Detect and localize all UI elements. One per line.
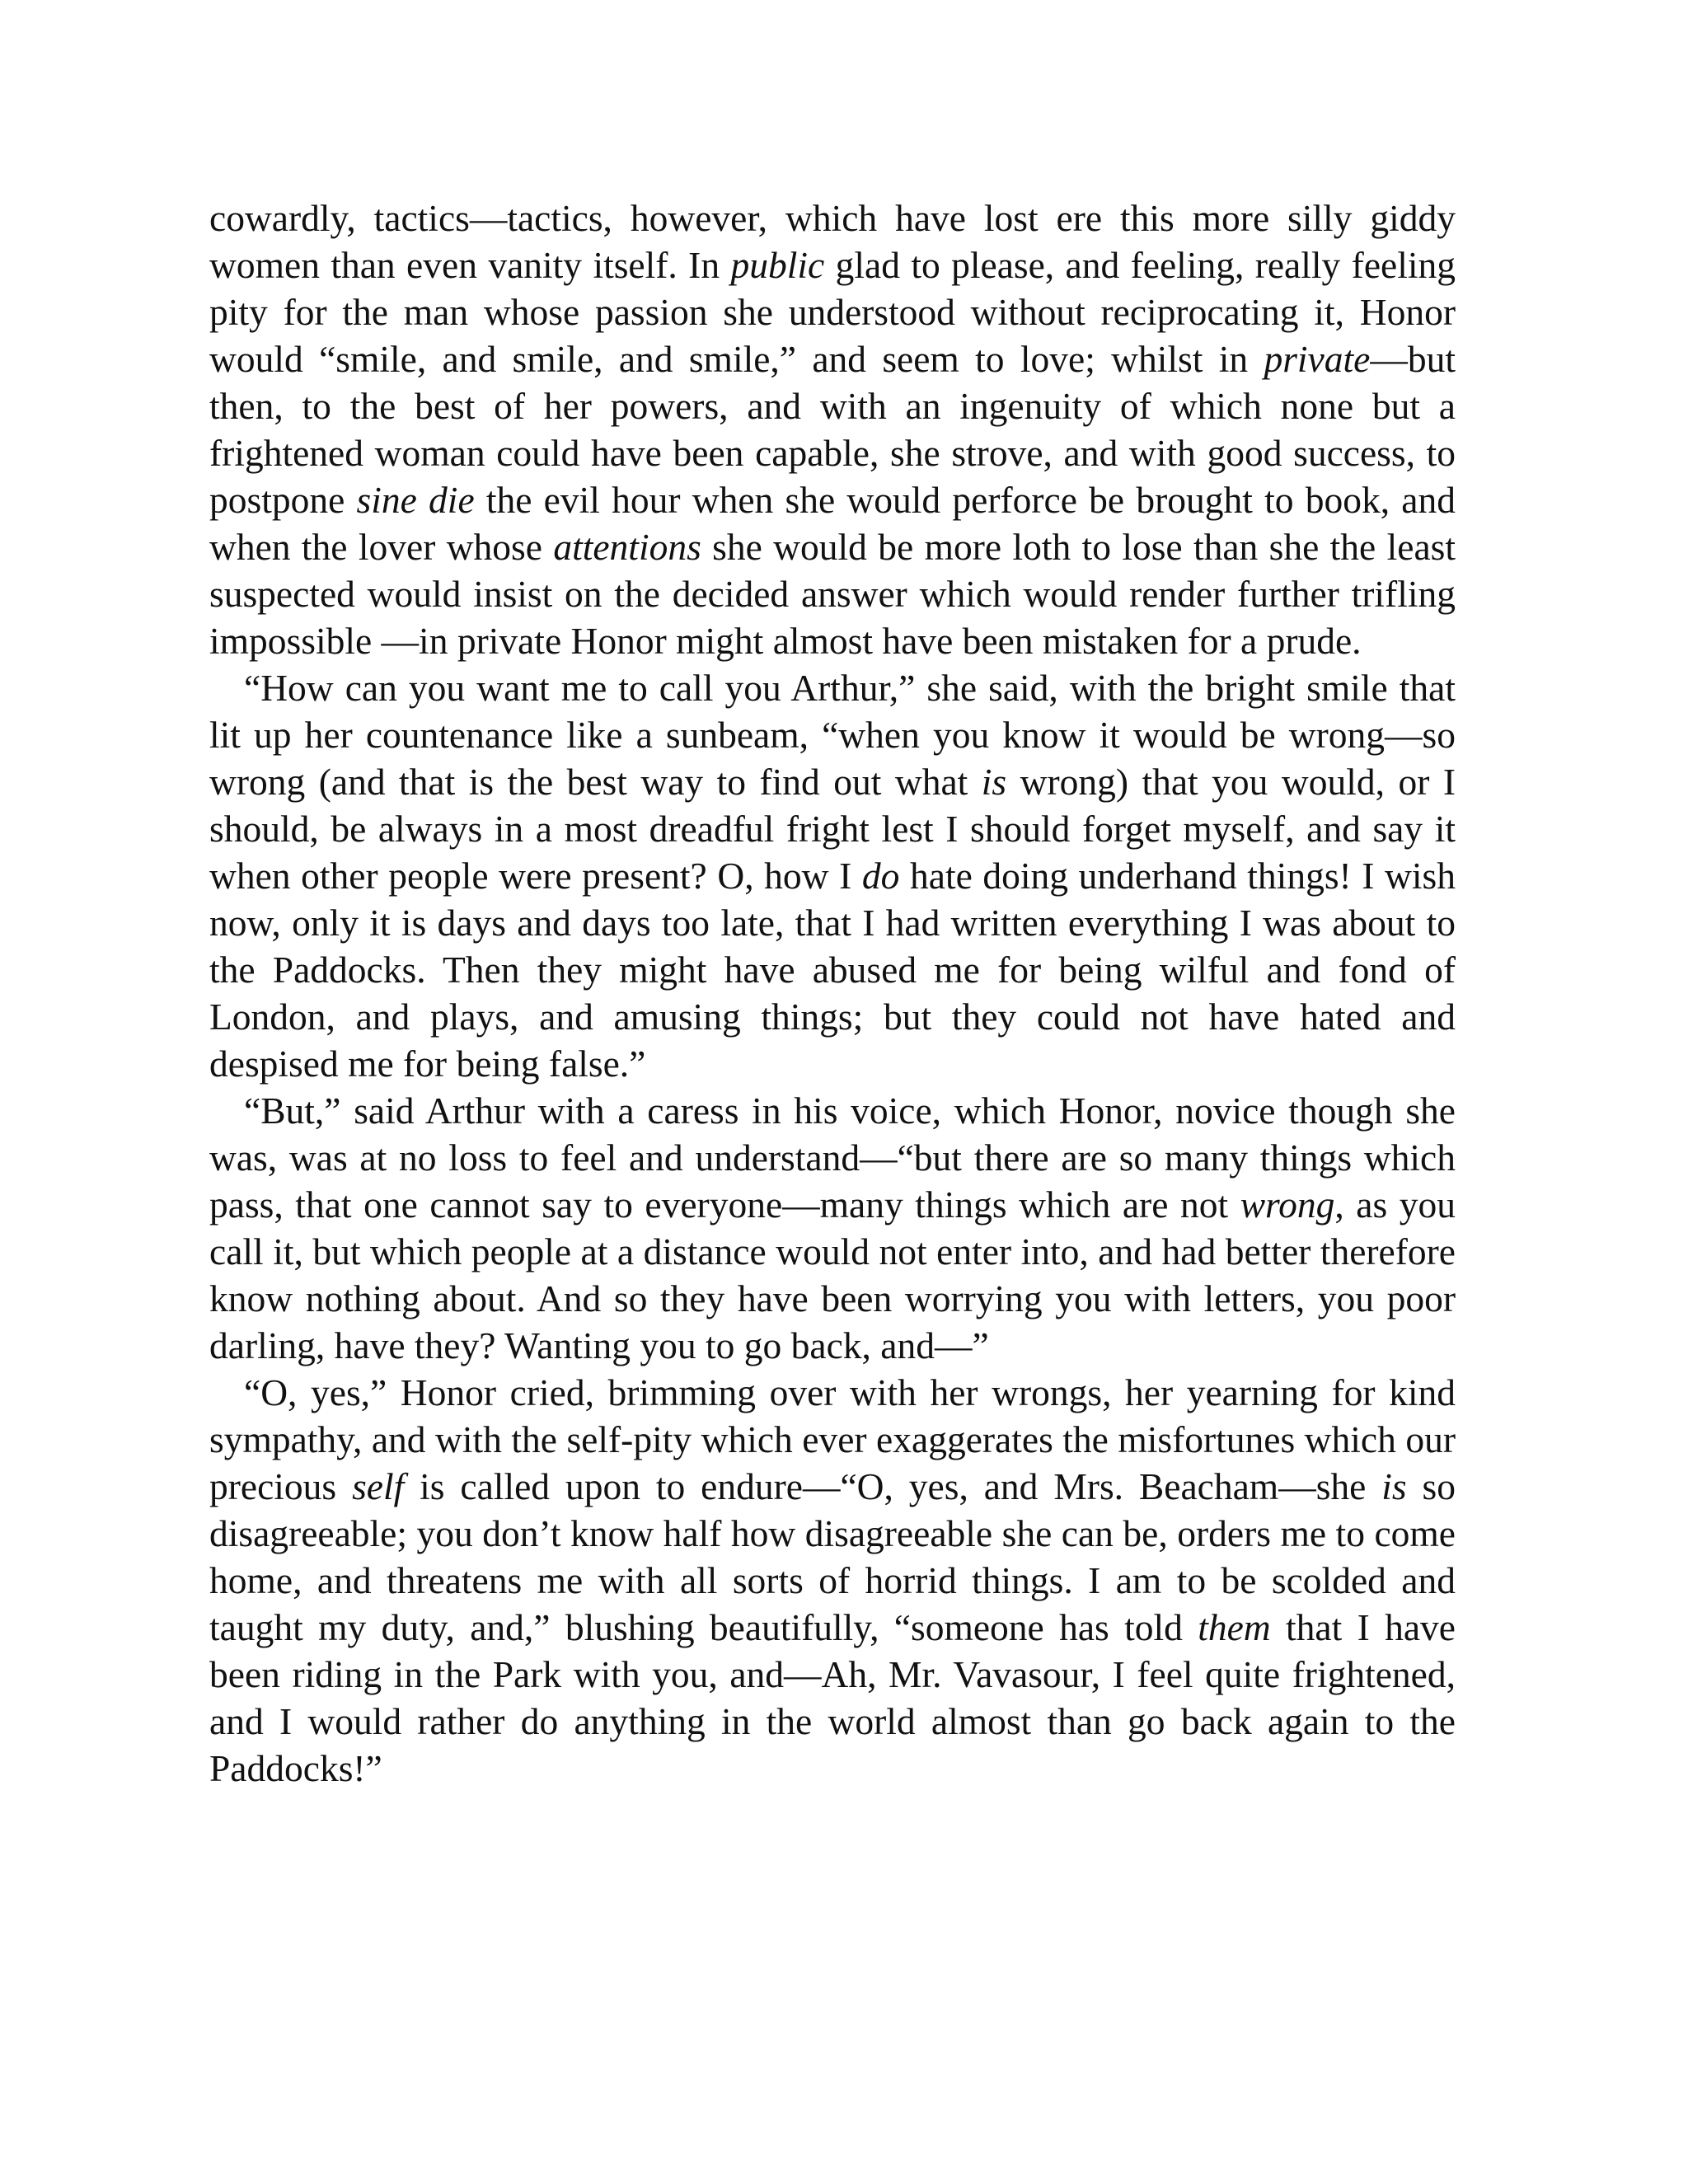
text-run: “How can you want me to call you Arthur,” she said, with the bright smile that lit up her countenance like a sunbeam, “when you know it would be wrong—so wrong (and that is the best way to find out what — [209, 667, 1456, 803]
text-run: so disagreeable; you don’t know half how disagreeable she can be, orders me to come home, and threatens me with all sorts of horrid things. I am to be scolded and taught my duty, and,” blushing beautifully, “someone has told — [209, 1465, 1456, 1648]
text-run: the evil hour when she would perforce be brought to book, and when the lover whose — [209, 479, 1456, 568]
text-run: she would be more loth to lose than she the least suspected would insist on the decided answer which would render further trifling impossible —in private Honor might almost have been mistaken for a prude. — [209, 526, 1456, 662]
text-run: glad to please, and feeling, really feeling pity for the man whose passion she understood without reciprocating it, Honor would “smile, and smile, and smile,” and seem to love; whilst in — [209, 244, 1456, 380]
italic-text: sine die — [356, 479, 475, 521]
page-body — [209, 194, 1456, 1792]
text-run: “O, yes,” Honor cried, brimming over with her wrongs, her yearning for kind sympathy, and with the self-pity which ever exaggerates the misfortunes which our precious — [209, 1371, 1456, 1507]
text-run: , as you call it, but which people at a distance would not enter into, and had better therefore know nothing about. And so they have been worrying you with letters, you poor darling, have they? Wanting you to go back, and—” — [209, 1183, 1456, 1366]
italic-text: is — [981, 761, 1007, 803]
italic-text: private — [1264, 338, 1371, 380]
paragraph-4 — [209, 1369, 1456, 1792]
text-run: “But,” said Arthur with a caress in his voice, which Honor, novice though she was, was at no loss to feel and understand—“but there are so many things which pass, that one cannot say to everyone—many things which are not — [209, 1090, 1456, 1226]
italic-text: self — [352, 1465, 405, 1507]
paragraph-3 — [209, 1087, 1456, 1369]
paragraph-1 — [209, 194, 1456, 664]
text-run: that I have been riding in the Park with you, and—Ah, Mr. Vavasour, I feel quite frightened, and I would rather do anything in the world almost than go back again to the Paddocks!” — [209, 1606, 1456, 1789]
italic-text: public — [730, 244, 825, 286]
italic-text: do — [861, 855, 900, 897]
italic-text: them — [1198, 1606, 1271, 1648]
text-run: hate doing underhand things! I wish now, only it is days and days too late, that I had written everything I was about to the Paddocks. Then they might have abused me for being wilful and fond of London, and plays, and amusing things; but they could not have hated and despised me for being false.” — [209, 855, 1456, 1085]
text-run: is called upon to endure—“O, yes, and Mrs. Beacham—she — [404, 1465, 1382, 1507]
text-run: wrong) that you would, or I should, be always in a most dreadful fright lest I should forget myself, and say it when other people were present? O, how I — [209, 761, 1456, 897]
text-run: —but then, to the best of her powers, and with an ingenuity of which none but a frightened woman could have been capable, she strove, and with good success, to postpone — [209, 338, 1456, 521]
italic-text: wrong — [1240, 1183, 1335, 1226]
text-run: cowardly, tactics—tactics, however, which have lost ere this more silly giddy women than even vanity itself. In — [209, 197, 1456, 286]
paragraph-2 — [209, 664, 1456, 1087]
italic-text: attentions — [553, 526, 701, 568]
italic-text: is — [1381, 1465, 1407, 1507]
